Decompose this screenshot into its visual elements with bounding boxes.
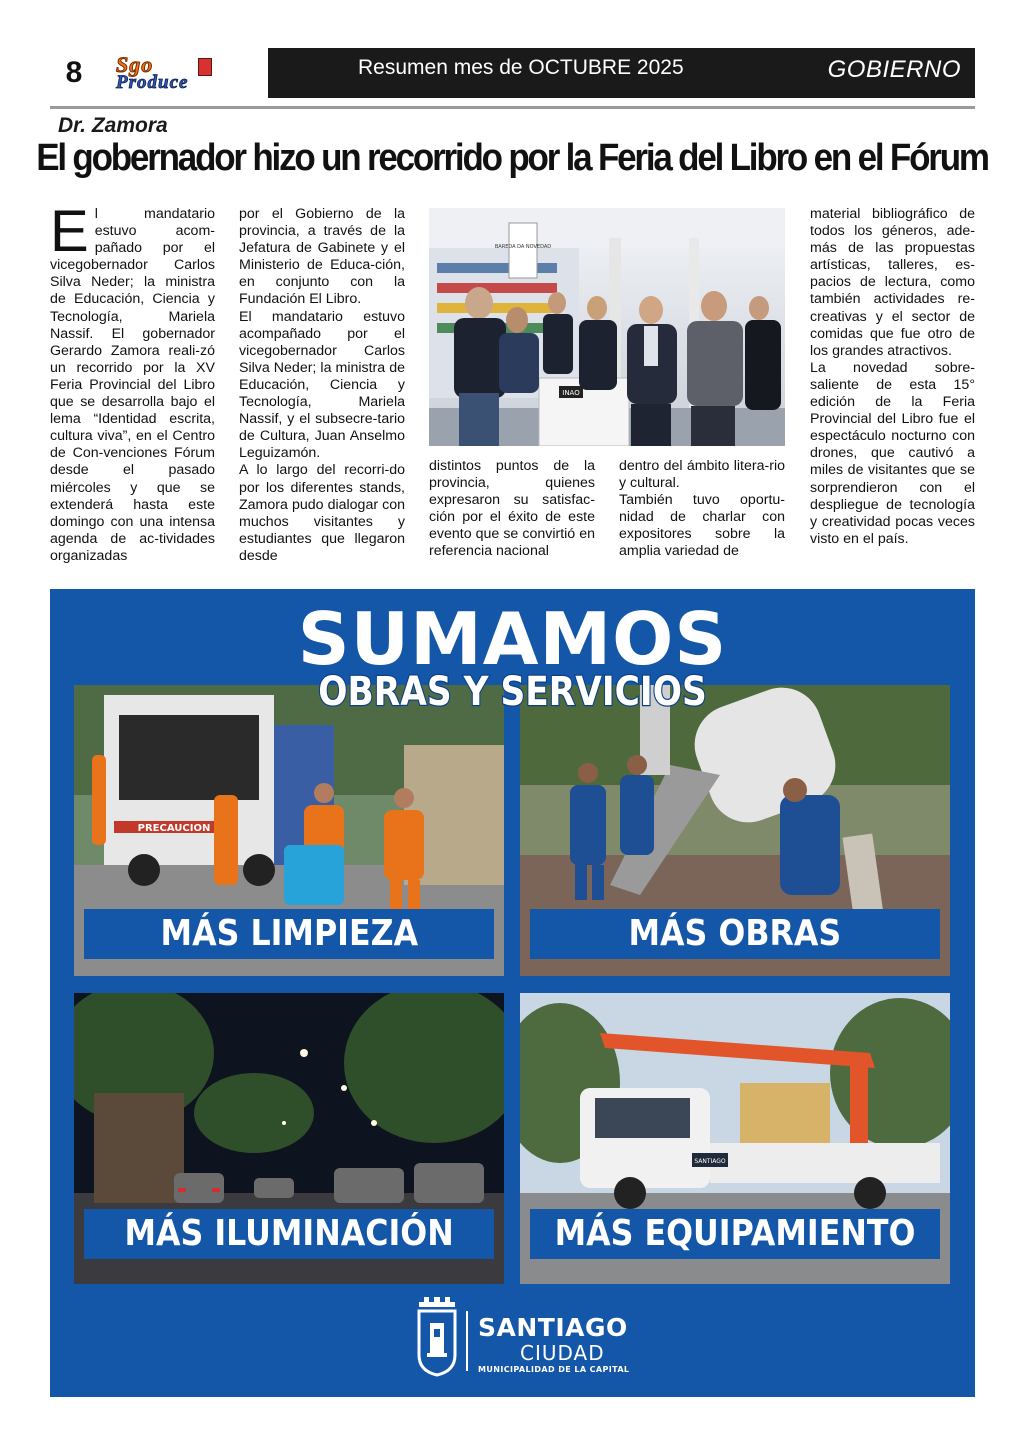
article-paragraph: dentro del ámbito litera-rio y cultural. — [619, 458, 785, 492]
article-paragraph: distintos puntos de la provincia, quienes expresaron su satisfac-ción por el éxito de este evento que se convirtió en referencia nacional — [429, 458, 595, 560]
panel-label: MÁS OBRAS — [628, 913, 842, 954]
article-column-5 — [810, 206, 975, 568]
ad-title: SUMAMOS — [297, 597, 728, 681]
article-text: l mandatario estuvo acom-pañado por el vicegobernador Carlos Silva Neder; la ministra de Educación, Ciencia y Tecnología, Mariela Nassif. El gobernador Gerardo Zamora reali-zó un recorrido por la XV Feria Provincial del Libro que se desarrolla bajo el lema “Identidad escrita, cultura viva”, en el Centro de Con-venciones Fórum desde el pasado miércoles y que se extenderá hasta este domingo con una intensa agenda de ac-tividades organizadas — [50, 206, 215, 564]
issue-label: Resumen mes de OCTUBRE 2025 — [358, 56, 684, 79]
article-column-1 — [50, 199, 215, 568]
logo-flag-icon — [198, 58, 212, 76]
article-paragraph: A lo largo del recorri-do por los diferentes stands, Zamora pudo dialogar con muchos visitantes y estudiantes que llegaron desde — [239, 462, 405, 564]
article-paragraph: El mandatario estuvo acompañado por el vicegobernador Carlos Silva Neder; la ministra de Educación, Ciencia y Tecnología, Mariela Nassif, y el subsecre-tario de Cultura, Juan Anselmo Leguizamón. — [239, 308, 405, 462]
article-paragraph: También tuvo oportu-nidad de charlar con expositores sobre la amplia variedad de — [619, 492, 785, 560]
publication-logo — [110, 52, 270, 94]
header-bar — [268, 48, 975, 98]
stand-banner-text: BAREDA DA NOVEDAD — [494, 244, 552, 250]
drop-cap: E — [50, 199, 89, 264]
article-column-2 — [239, 206, 405, 568]
ad-panel-cleaning — [74, 685, 504, 976]
article-kicker: Dr. Zamora — [58, 114, 168, 137]
ad-panel-lighting — [74, 993, 504, 1284]
article-paragraph: La novedad sobre-saliente de esta 15° edición de la Feria Provincial del Libro fue el espectáculo nocturno con drones, que cautivó a miles de visitantes que se sorprendieron con el despliegue de tecnología y creatividad pocas veces visto en el país. — [810, 359, 975, 547]
city-shield-icon — [415, 1297, 459, 1377]
ad-subtitle: OBRAS Y SERVICIOS — [318, 669, 707, 715]
brand-line-1: SANTIAGO — [478, 1313, 628, 1342]
article-paragraph: por el Gobierno de la provincia, a través de la Jefatura de Gabinete y el Ministerio de Educa-ción, en conjunto con la Fundación El Libro. — [239, 206, 405, 308]
page-number: 8 — [65, 56, 83, 89]
panel-label: MÁS EQUIPAMIENTO — [554, 1213, 916, 1254]
panel-label-band — [84, 909, 494, 959]
truck-sign-text: PRECAUCION — [137, 823, 211, 834]
header-rule — [50, 106, 975, 109]
panel-label-band — [530, 1209, 940, 1259]
brand-line-3: MUNICIPALIDAD DE LA CAPITAL — [478, 1365, 630, 1374]
page-header — [50, 48, 975, 98]
section-label: GOBIERNO — [827, 56, 961, 83]
panel-label: MÁS LIMPIEZA — [160, 913, 418, 954]
truck-sign-text: SANTIAGO — [694, 1158, 726, 1165]
book-fair-photo — [429, 208, 785, 446]
stand-sign-text: INAO — [562, 389, 580, 397]
brand-line-2: CIUDAD — [520, 1341, 605, 1365]
panel-label: MÁS ILUMINACIÓN — [124, 1213, 454, 1254]
brand-divider — [466, 1311, 468, 1371]
panel-label-band — [84, 1209, 494, 1259]
logo-bottom-text: Produce — [116, 72, 189, 93]
panel-label-band — [530, 909, 940, 959]
ad-panel-works — [520, 685, 950, 976]
article-paragraph: material bibliográfico de todos los géneros, ade-más de las propuestas artísticas, talleres, es-pacios de lectura, como también actividades re-creativas y el sector de comidas que fue otro de los grandes atractivos. — [810, 206, 975, 359]
municipal-advertisement — [50, 589, 975, 1397]
book-fair-photo-illustration — [429, 208, 785, 446]
ad-panel-equipment — [520, 993, 950, 1284]
article-column-4 — [619, 458, 785, 568]
article-headline: El gobernador hizo un recorrido por la Feria del Libro en el Fórum — [36, 136, 988, 179]
article-column-3 — [429, 458, 595, 568]
logo-top-text: Sgo — [116, 52, 154, 77]
